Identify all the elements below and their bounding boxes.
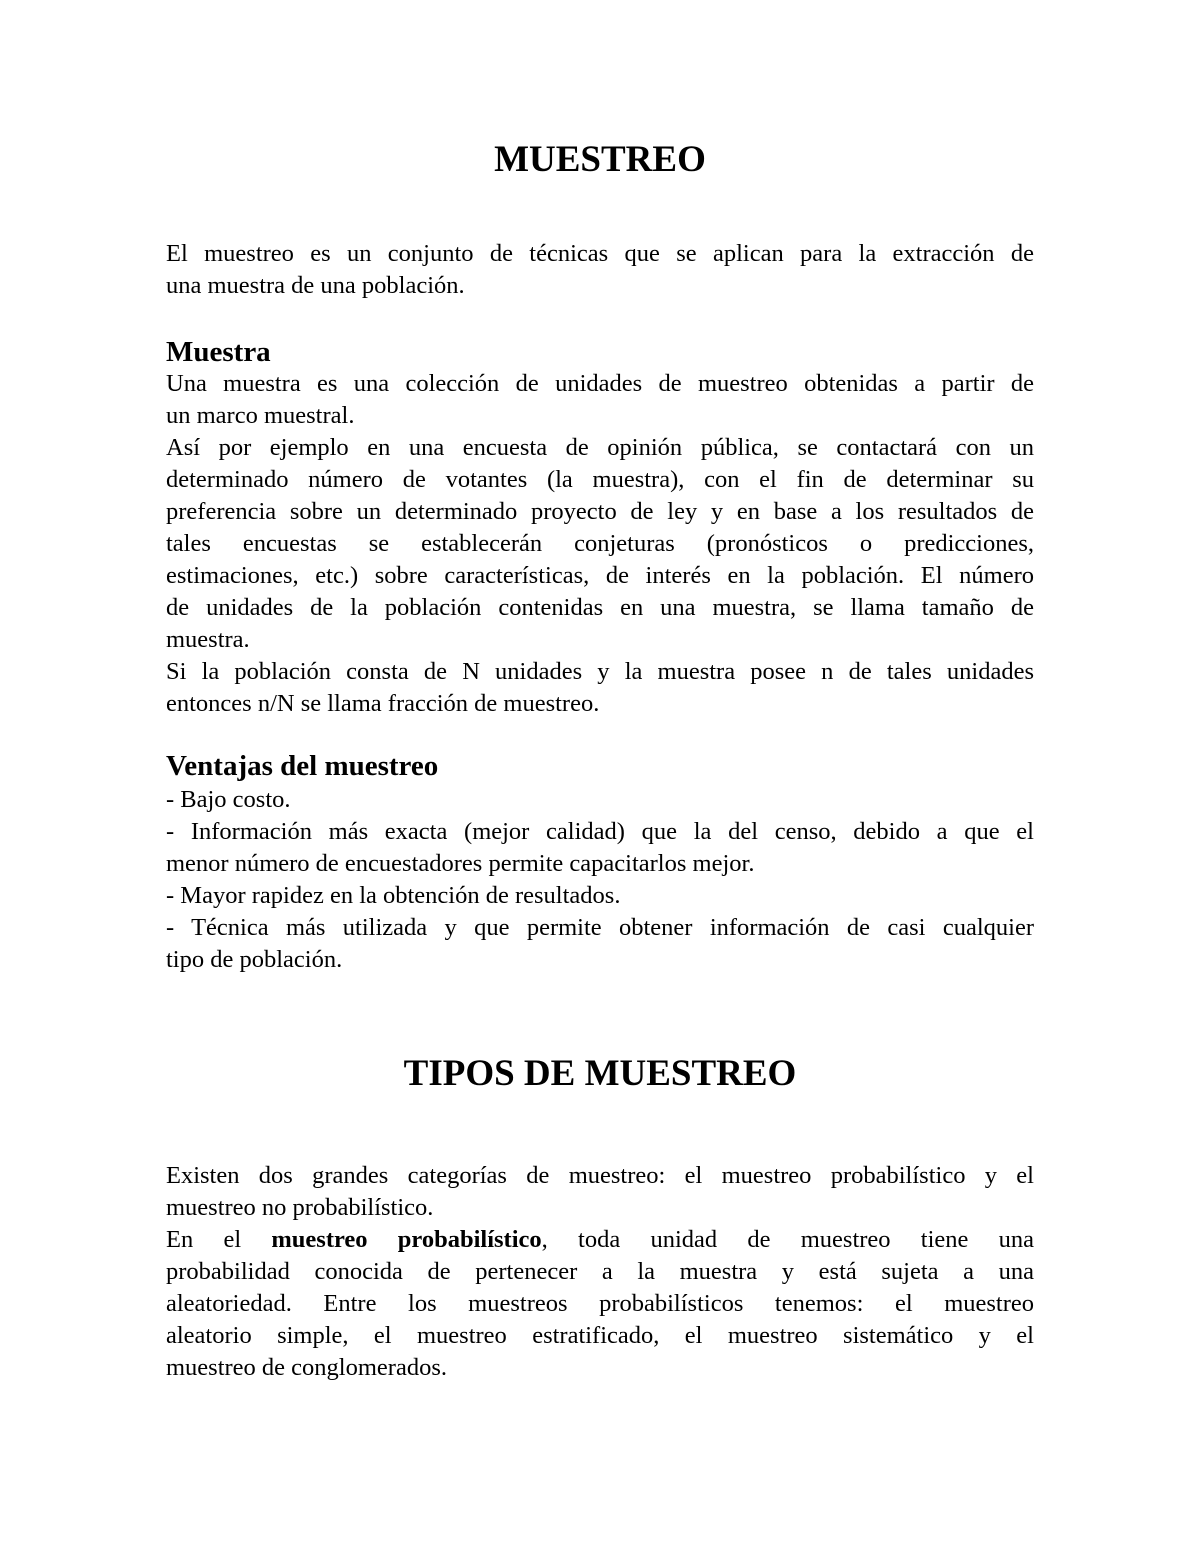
text-line: Una muestra es una colección de unidades de muestreo obtenidas a partir de — [166, 370, 1034, 397]
text-line: Existen dos grandes categorías de muestreo: el muestreo probabilístico y el — [166, 1162, 1034, 1189]
text-line: tipo de población. — [166, 946, 343, 973]
list-item: - Mayor rapidez en la obtención de resultados. — [166, 882, 621, 909]
text-line: entonces n/N se llama fracción de muestreo. — [166, 690, 600, 717]
text-line: preferencia sobre un determinado proyecto de ley y en base a los resultados de — [166, 498, 1034, 525]
text-line: aleatoriedad. Entre los muestreos probabilísticos tenemos: el muestreo — [166, 1290, 1034, 1317]
text-line: determinado número de votantes (la muestra), con el fin de determinar su — [166, 466, 1034, 493]
text-line-probabilistico — [166, 1224, 1034, 1256]
text-line: de unidades de la población contenidas en una muestra, se llama tamaño de — [166, 594, 1034, 621]
text-line: aleatorio simple, el muestreo estratificado, el muestreo sistemático y el — [166, 1322, 1034, 1349]
section-title-tipos: TIPOS DE MUESTREO — [403, 1053, 797, 1094]
text-line: estimaciones, etc.) sobre características, de interés en la población. El número — [166, 562, 1034, 589]
text-fragment: En el — [166, 1226, 272, 1253]
bold-term: muestreo probabilístico — [271, 1226, 542, 1253]
section-heading-muestra: Muestra — [166, 336, 271, 368]
text-line: un marco muestral. — [166, 402, 355, 429]
text-line: menor número de encuestadores permite capacitarlos mejor. — [166, 850, 755, 877]
text-line: Si la población consta de N unidades y la muestra posee n de tales unidades — [166, 658, 1034, 685]
list-item: - Técnica más utilizada y que permite obtener información de casi cualquier — [166, 914, 1034, 941]
text-line: probabilidad conocida de pertenecer a la muestra y está sujeta a una — [166, 1258, 1034, 1285]
text-line: muestreo no probabilístico. — [166, 1194, 434, 1221]
muestra-paragraph — [166, 368, 1034, 720]
text-line: El muestreo es un conjunto de técnicas que se aplican para la extracción de — [166, 240, 1034, 267]
text-line: muestreo de conglomerados. — [166, 1354, 447, 1381]
list-item: - Bajo costo. — [166, 786, 291, 813]
text-line: tales encuestas se establecerán conjeturas (pronósticos o predicciones, — [166, 530, 1034, 557]
page-title: MUESTREO — [494, 139, 706, 180]
tipos-paragraph — [166, 1160, 1034, 1384]
intro-paragraph — [166, 238, 1034, 302]
text-fragment: , toda unidad de muestreo tiene una — [541, 1226, 1035, 1253]
list-item: - Información más exacta (mejor calidad) que la del censo, debido a que el — [166, 818, 1034, 845]
text-line: una muestra de una población. — [166, 272, 465, 299]
text-line: Así por ejemplo en una encuesta de opinión pública, se contactará con un — [166, 434, 1034, 461]
ventajas-list — [166, 784, 1034, 976]
section-heading-ventajas: Ventajas del muestreo — [166, 750, 439, 782]
text-line: muestra. — [166, 626, 250, 653]
